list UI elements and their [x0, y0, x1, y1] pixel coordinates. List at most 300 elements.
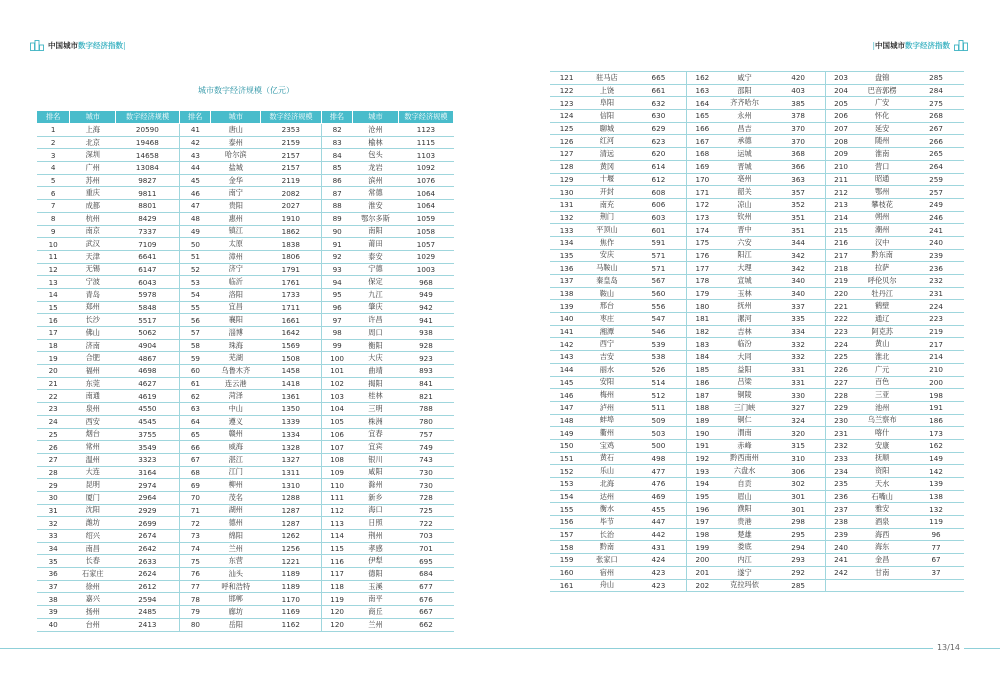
table-row: [550, 287, 964, 300]
table-cell: 合肥: [70, 352, 116, 365]
table-cell: 99: [321, 339, 352, 352]
table-cell: 三亚: [856, 389, 908, 402]
table-row: [550, 84, 964, 97]
table-cell: 茂名: [211, 491, 261, 504]
table-cell: 109: [321, 466, 352, 479]
table-cell: 宜春: [353, 428, 399, 441]
table-cell: 128: [550, 160, 583, 173]
table-cell: 湘潭: [583, 325, 631, 338]
table-cell: 营口: [856, 160, 908, 173]
table-cell: 306: [771, 465, 825, 478]
table-row: [37, 403, 454, 416]
table-cell: 38: [37, 593, 70, 606]
table-cell: 2594: [116, 593, 180, 606]
table-cell: 呼和浩特: [211, 580, 261, 593]
table-row: [37, 238, 454, 251]
table-cell: 56: [180, 314, 211, 327]
table-cell: 730: [398, 479, 453, 492]
table-cell: 110: [321, 479, 352, 492]
table-cell: 34: [37, 542, 70, 555]
table-cell: 265: [908, 148, 964, 161]
table-row: [37, 517, 454, 530]
table-cell: 153: [550, 478, 583, 491]
table-cell: 124: [550, 110, 583, 123]
table-row: [37, 263, 454, 276]
table-cell: 74: [180, 542, 211, 555]
table-cell: 538: [631, 351, 687, 364]
table-cell: 60: [180, 365, 211, 378]
table-cell: 铜陵: [718, 389, 772, 402]
table-cell: 301: [771, 503, 825, 516]
table-cell: 172: [687, 198, 718, 211]
table-row: [37, 365, 454, 378]
table-cell: 巴音郭楞: [856, 84, 908, 97]
table-cell: 池州: [856, 401, 908, 414]
table-cell: 285: [908, 72, 964, 85]
table-cell: 342: [771, 262, 825, 275]
table-cell: 135: [550, 249, 583, 262]
table-cell: 1458: [261, 365, 321, 378]
table-cell: 93: [321, 263, 352, 276]
table-cell: 83: [321, 136, 352, 149]
table-cell: 江门: [211, 466, 261, 479]
table-cell: 安阳: [583, 376, 631, 389]
table-row: [37, 542, 454, 555]
table-cell: 3323: [116, 453, 180, 466]
table-cell: 138: [908, 490, 964, 503]
table-row: [37, 504, 454, 517]
table-cell: 191: [687, 439, 718, 452]
table-cell: 20: [37, 365, 70, 378]
table-cell: 196: [687, 503, 718, 516]
table-cell: 216: [825, 236, 856, 249]
table-cell: 235: [825, 478, 856, 491]
table-cell: 226: [825, 363, 856, 376]
table-cell: 常州: [70, 441, 116, 454]
table-cell: 1058: [398, 225, 453, 238]
table-cell: 730: [398, 466, 453, 479]
table-cell: 151: [550, 452, 583, 465]
table-cell: 湛江: [211, 453, 261, 466]
table-cell: 渭南: [718, 427, 772, 440]
table-cell: 423: [631, 566, 687, 579]
table-cell: 自贡: [718, 478, 772, 491]
table-cell: 甘南: [856, 566, 908, 579]
table-cell: 邵阳: [718, 84, 772, 97]
page-number: 13/14: [933, 643, 964, 652]
table-row: [550, 363, 964, 376]
table-row: [37, 415, 454, 428]
table-cell: 667: [398, 606, 453, 619]
table-cell: 安庆: [583, 249, 631, 262]
table-cell: 眉山: [718, 490, 772, 503]
table-cell: 济宁: [211, 263, 261, 276]
table-cell: 1733: [261, 288, 321, 301]
table-cell: 27: [37, 453, 70, 466]
table-cell: 32: [37, 517, 70, 530]
table-cell: 556: [631, 300, 687, 313]
table-cell: 71: [180, 504, 211, 517]
table-cell: 大理: [718, 262, 772, 275]
table-cell: 104: [321, 403, 352, 416]
table-cell: 新乡: [353, 491, 399, 504]
table-cell: 淄博: [211, 327, 261, 340]
table-cell: 2624: [116, 568, 180, 581]
table-cell: 无锡: [70, 263, 116, 276]
table-cell: 岳阳: [211, 618, 261, 631]
table-cell: 乌兰察布: [856, 414, 908, 427]
table-cell: 546: [631, 325, 687, 338]
table-row: [550, 566, 964, 579]
table-cell: 69: [180, 479, 211, 492]
table-cell: 晋中: [718, 224, 772, 237]
table-cell: 4627: [116, 377, 180, 390]
table-cell: 1169: [261, 606, 321, 619]
table-row: [37, 225, 454, 238]
table-cell: 370: [771, 135, 825, 148]
table-cell: 6641: [116, 250, 180, 263]
table-cell: 沈阳: [70, 504, 116, 517]
table-cell: 1806: [261, 250, 321, 263]
table-row: [37, 377, 454, 390]
table-cell: 219: [825, 275, 856, 288]
table-cell: 331: [771, 376, 825, 389]
table-cell: 六盘水: [718, 465, 772, 478]
ranking-table-right: [550, 71, 964, 592]
table-cell: [908, 579, 964, 592]
table-cell: 1059: [398, 212, 453, 225]
table-cell: 340: [771, 287, 825, 300]
table-cell: 53: [180, 276, 211, 289]
table-cell: 630: [631, 110, 687, 123]
table-cell: 155: [550, 503, 583, 516]
table-cell: 台州: [70, 618, 116, 631]
table-cell: 达州: [583, 490, 631, 503]
table-cell: 1661: [261, 314, 321, 327]
table-cell: 宜宾: [353, 441, 399, 454]
table-cell: 石嘴山: [856, 490, 908, 503]
table-cell: 宁德: [353, 263, 399, 276]
table-cell: 47: [180, 200, 211, 213]
table-cell: 1791: [261, 263, 321, 276]
table-cell: 绵阳: [211, 530, 261, 543]
table-cell: 757: [398, 428, 453, 441]
table-cell: 294: [771, 541, 825, 554]
table-cell: 聊城: [583, 122, 631, 135]
table-cell: 223: [825, 325, 856, 338]
table-cell: 133: [550, 224, 583, 237]
table-cell: 平顶山: [583, 224, 631, 237]
header-brand: 中国城市: [48, 41, 78, 50]
table-cell: 红河: [583, 135, 631, 148]
table-cell: 217: [908, 338, 964, 351]
table-cell: 431: [631, 541, 687, 554]
table-row: [550, 516, 964, 529]
table-cell: 马鞍山: [583, 262, 631, 275]
table-cell: 榆林: [353, 136, 399, 149]
table-cell: 168: [687, 148, 718, 161]
table-cell: 601: [631, 224, 687, 237]
table-cell: 1361: [261, 390, 321, 403]
table-cell: 89: [321, 212, 352, 225]
table-row: [550, 224, 964, 237]
table-cell: 2353: [261, 124, 321, 137]
table-cell: 780: [398, 415, 453, 428]
table-cell: 惠州: [211, 212, 261, 225]
table-cell: 620: [631, 148, 687, 161]
table-cell: 201: [687, 566, 718, 579]
table-cell: 鹤壁: [856, 300, 908, 313]
table-cell: 315: [771, 439, 825, 452]
table-cell: 2157: [261, 149, 321, 162]
table-cell: 749: [398, 441, 453, 454]
table-cell: 148: [550, 414, 583, 427]
table-cell: 4867: [116, 352, 180, 365]
table-cell: 长治: [583, 528, 631, 541]
table-cell: 68: [180, 466, 211, 479]
table-cell: 唐山: [211, 124, 261, 137]
table-row: [550, 148, 964, 161]
table-cell: 汕头: [211, 568, 261, 581]
table-cell: 西宁: [583, 338, 631, 351]
table-row: [550, 503, 964, 516]
table-cell: 42: [180, 136, 211, 149]
table-cell: 1221: [261, 555, 321, 568]
table-cell: 黄山: [856, 338, 908, 351]
table-cell: 275: [908, 97, 964, 110]
table-cell: 22: [37, 390, 70, 403]
table-cell: 大同: [718, 351, 772, 364]
table-cell: 612: [631, 173, 687, 186]
table-cell: 北京: [70, 136, 116, 149]
table-cell: 239: [908, 249, 964, 262]
table-cell: 延安: [856, 122, 908, 135]
table-cell: 36: [37, 568, 70, 581]
table-cell: 昆明: [70, 479, 116, 492]
table-cell: 130: [550, 186, 583, 199]
table-cell: 447: [631, 516, 687, 529]
table-cell: 40: [37, 618, 70, 631]
table-cell: 77: [908, 541, 964, 554]
table-row: [37, 212, 454, 225]
table-cell: 231: [825, 427, 856, 440]
table-cell: 240: [908, 236, 964, 249]
table-cell: 银川: [353, 453, 399, 466]
table-cell: 87: [321, 187, 352, 200]
table-cell: 三门峡: [718, 401, 772, 414]
table-row: [550, 313, 964, 326]
table-cell: 214: [908, 351, 964, 364]
table-cell: 344: [771, 236, 825, 249]
table-cell: 420: [771, 72, 825, 85]
table-cell: 宝鸡: [583, 439, 631, 452]
table-cell: 923: [398, 352, 453, 365]
table-cell: 165: [687, 110, 718, 123]
table-cell: 蚌埠: [583, 414, 631, 427]
table-row: [550, 427, 964, 440]
table-cell: 108: [321, 453, 352, 466]
table-cell: 257: [908, 186, 964, 199]
table-cell: 承德: [718, 135, 772, 148]
table-row: [550, 439, 964, 452]
table-cell: 广安: [856, 97, 908, 110]
table-row: [550, 122, 964, 135]
table-cell: 526: [631, 363, 687, 376]
table-cell: 克拉玛依: [718, 579, 772, 592]
table-cell: 185: [687, 363, 718, 376]
table-cell: 50: [180, 238, 211, 251]
table-cell: 73: [180, 530, 211, 543]
table-cell: 衡阳: [353, 339, 399, 352]
header-brand-right: 中国城市: [875, 41, 905, 50]
table-cell: 舟山: [583, 579, 631, 592]
table-cell: 济南: [70, 339, 116, 352]
table-cell: 1029: [398, 250, 453, 263]
table-cell: 684: [398, 568, 453, 581]
table-cell: 368: [771, 148, 825, 161]
table-row: [550, 389, 964, 402]
table-cell: 232: [825, 439, 856, 452]
table-cell: 229: [825, 401, 856, 414]
table-cell: 珠海: [211, 339, 261, 352]
table-cell: 长沙: [70, 314, 116, 327]
table-cell: 24: [37, 415, 70, 428]
table-row: [37, 136, 454, 149]
table-cell: 567: [631, 275, 687, 288]
table-cell: 抚州: [718, 300, 772, 313]
table-row: [37, 314, 454, 327]
table-cell: 深圳: [70, 149, 116, 162]
table-cell: 210: [825, 160, 856, 173]
table-cell: 15: [37, 301, 70, 314]
table-cell: 韶关: [718, 186, 772, 199]
table-cell: 19: [37, 352, 70, 365]
table-cell: 温州: [70, 453, 116, 466]
table-row: [550, 401, 964, 414]
column-header: 排名: [180, 111, 211, 124]
table-cell: 31: [37, 504, 70, 517]
table-cell: 206: [825, 110, 856, 123]
table-cell: 301: [771, 490, 825, 503]
table-row: [37, 352, 454, 365]
table-cell: 2157: [261, 162, 321, 175]
table-cell: 231: [908, 287, 964, 300]
table-row: [550, 541, 964, 554]
table-cell: 运城: [718, 148, 772, 161]
table-cell: 潮州: [856, 224, 908, 237]
table-cell: 539: [631, 338, 687, 351]
table-cell: 潍坊: [70, 517, 116, 530]
table-cell: 722: [398, 517, 453, 530]
column-header: 排名: [37, 111, 70, 124]
table-cell: 1162: [261, 618, 321, 631]
table-cell: 728: [398, 491, 453, 504]
table-cell: 498: [631, 452, 687, 465]
table-cell: 37: [908, 566, 964, 579]
table-cell: 703: [398, 530, 453, 543]
table-cell: 漳州: [211, 250, 261, 263]
table-cell: 217: [825, 249, 856, 262]
table-cell: 酒泉: [856, 516, 908, 529]
table-cell: 滨州: [353, 174, 399, 187]
table-cell: 88: [321, 200, 352, 213]
table-cell: 222: [825, 313, 856, 326]
table-cell: 152: [550, 465, 583, 478]
table-cell: 66: [180, 441, 211, 454]
table-cell: 楚雄: [718, 528, 772, 541]
table-cell: 75: [180, 555, 211, 568]
table-cell: 162: [687, 72, 718, 85]
table-cell: 泉州: [70, 403, 116, 416]
table-cell: 246: [908, 211, 964, 224]
table-row: [550, 262, 964, 275]
table-cell: 171: [687, 186, 718, 199]
table-cell: 2: [37, 136, 70, 149]
table-cell: 512: [631, 389, 687, 402]
table-cell: 晋城: [718, 160, 772, 173]
table-cell: 1311: [261, 466, 321, 479]
table-cell: 11: [37, 250, 70, 263]
table-cell: 43: [180, 149, 211, 162]
table-cell: 342: [771, 249, 825, 262]
table-cell: 968: [398, 276, 453, 289]
table-row: [550, 97, 964, 110]
table-cell: 241: [825, 554, 856, 567]
table-cell: 17: [37, 327, 70, 340]
table-cell: 武汉: [70, 238, 116, 251]
table-cell: 洛阳: [211, 288, 261, 301]
table-cell: 8429: [116, 212, 180, 225]
table-cell: 常德: [353, 187, 399, 200]
table-cell: 5517: [116, 314, 180, 327]
table-cell: 96: [321, 301, 352, 314]
table-cell: 134: [550, 236, 583, 249]
table-cell: 170: [687, 173, 718, 186]
table-cell: 曲靖: [353, 365, 399, 378]
table-cell: 224: [908, 300, 964, 313]
table-cell: 140: [550, 313, 583, 326]
table-cell: 鄂州: [856, 186, 908, 199]
table-cell: 285: [771, 579, 825, 592]
table-cell: 南阳: [353, 225, 399, 238]
column-header: 数字经济规模: [398, 111, 453, 124]
table-cell: 48: [180, 212, 211, 225]
table-cell: 鞍山: [583, 287, 631, 300]
table-cell: 61: [180, 377, 211, 390]
table-cell: 黄石: [583, 452, 631, 465]
table-cell: 78: [180, 593, 211, 606]
table-cell: 164: [687, 97, 718, 110]
table-cell: 襄阳: [211, 314, 261, 327]
table-cell: 1103: [398, 149, 453, 162]
table-cell: [856, 579, 908, 592]
table-cell: 咸阳: [353, 466, 399, 479]
table-cell: 安康: [856, 439, 908, 452]
table-row: [37, 606, 454, 619]
table-row: [37, 491, 454, 504]
table-cell: 重庆: [70, 187, 116, 200]
table-cell: 湖州: [211, 504, 261, 517]
table-cell: 938: [398, 327, 453, 340]
table-cell: 2929: [116, 504, 180, 517]
table-cell: 昭通: [856, 173, 908, 186]
table-cell: 宣城: [718, 275, 772, 288]
table-cell: 7: [37, 200, 70, 213]
table-cell: 115: [321, 542, 352, 555]
table-cell: 677: [398, 580, 453, 593]
table-row: [550, 351, 964, 364]
table-row: [37, 250, 454, 263]
